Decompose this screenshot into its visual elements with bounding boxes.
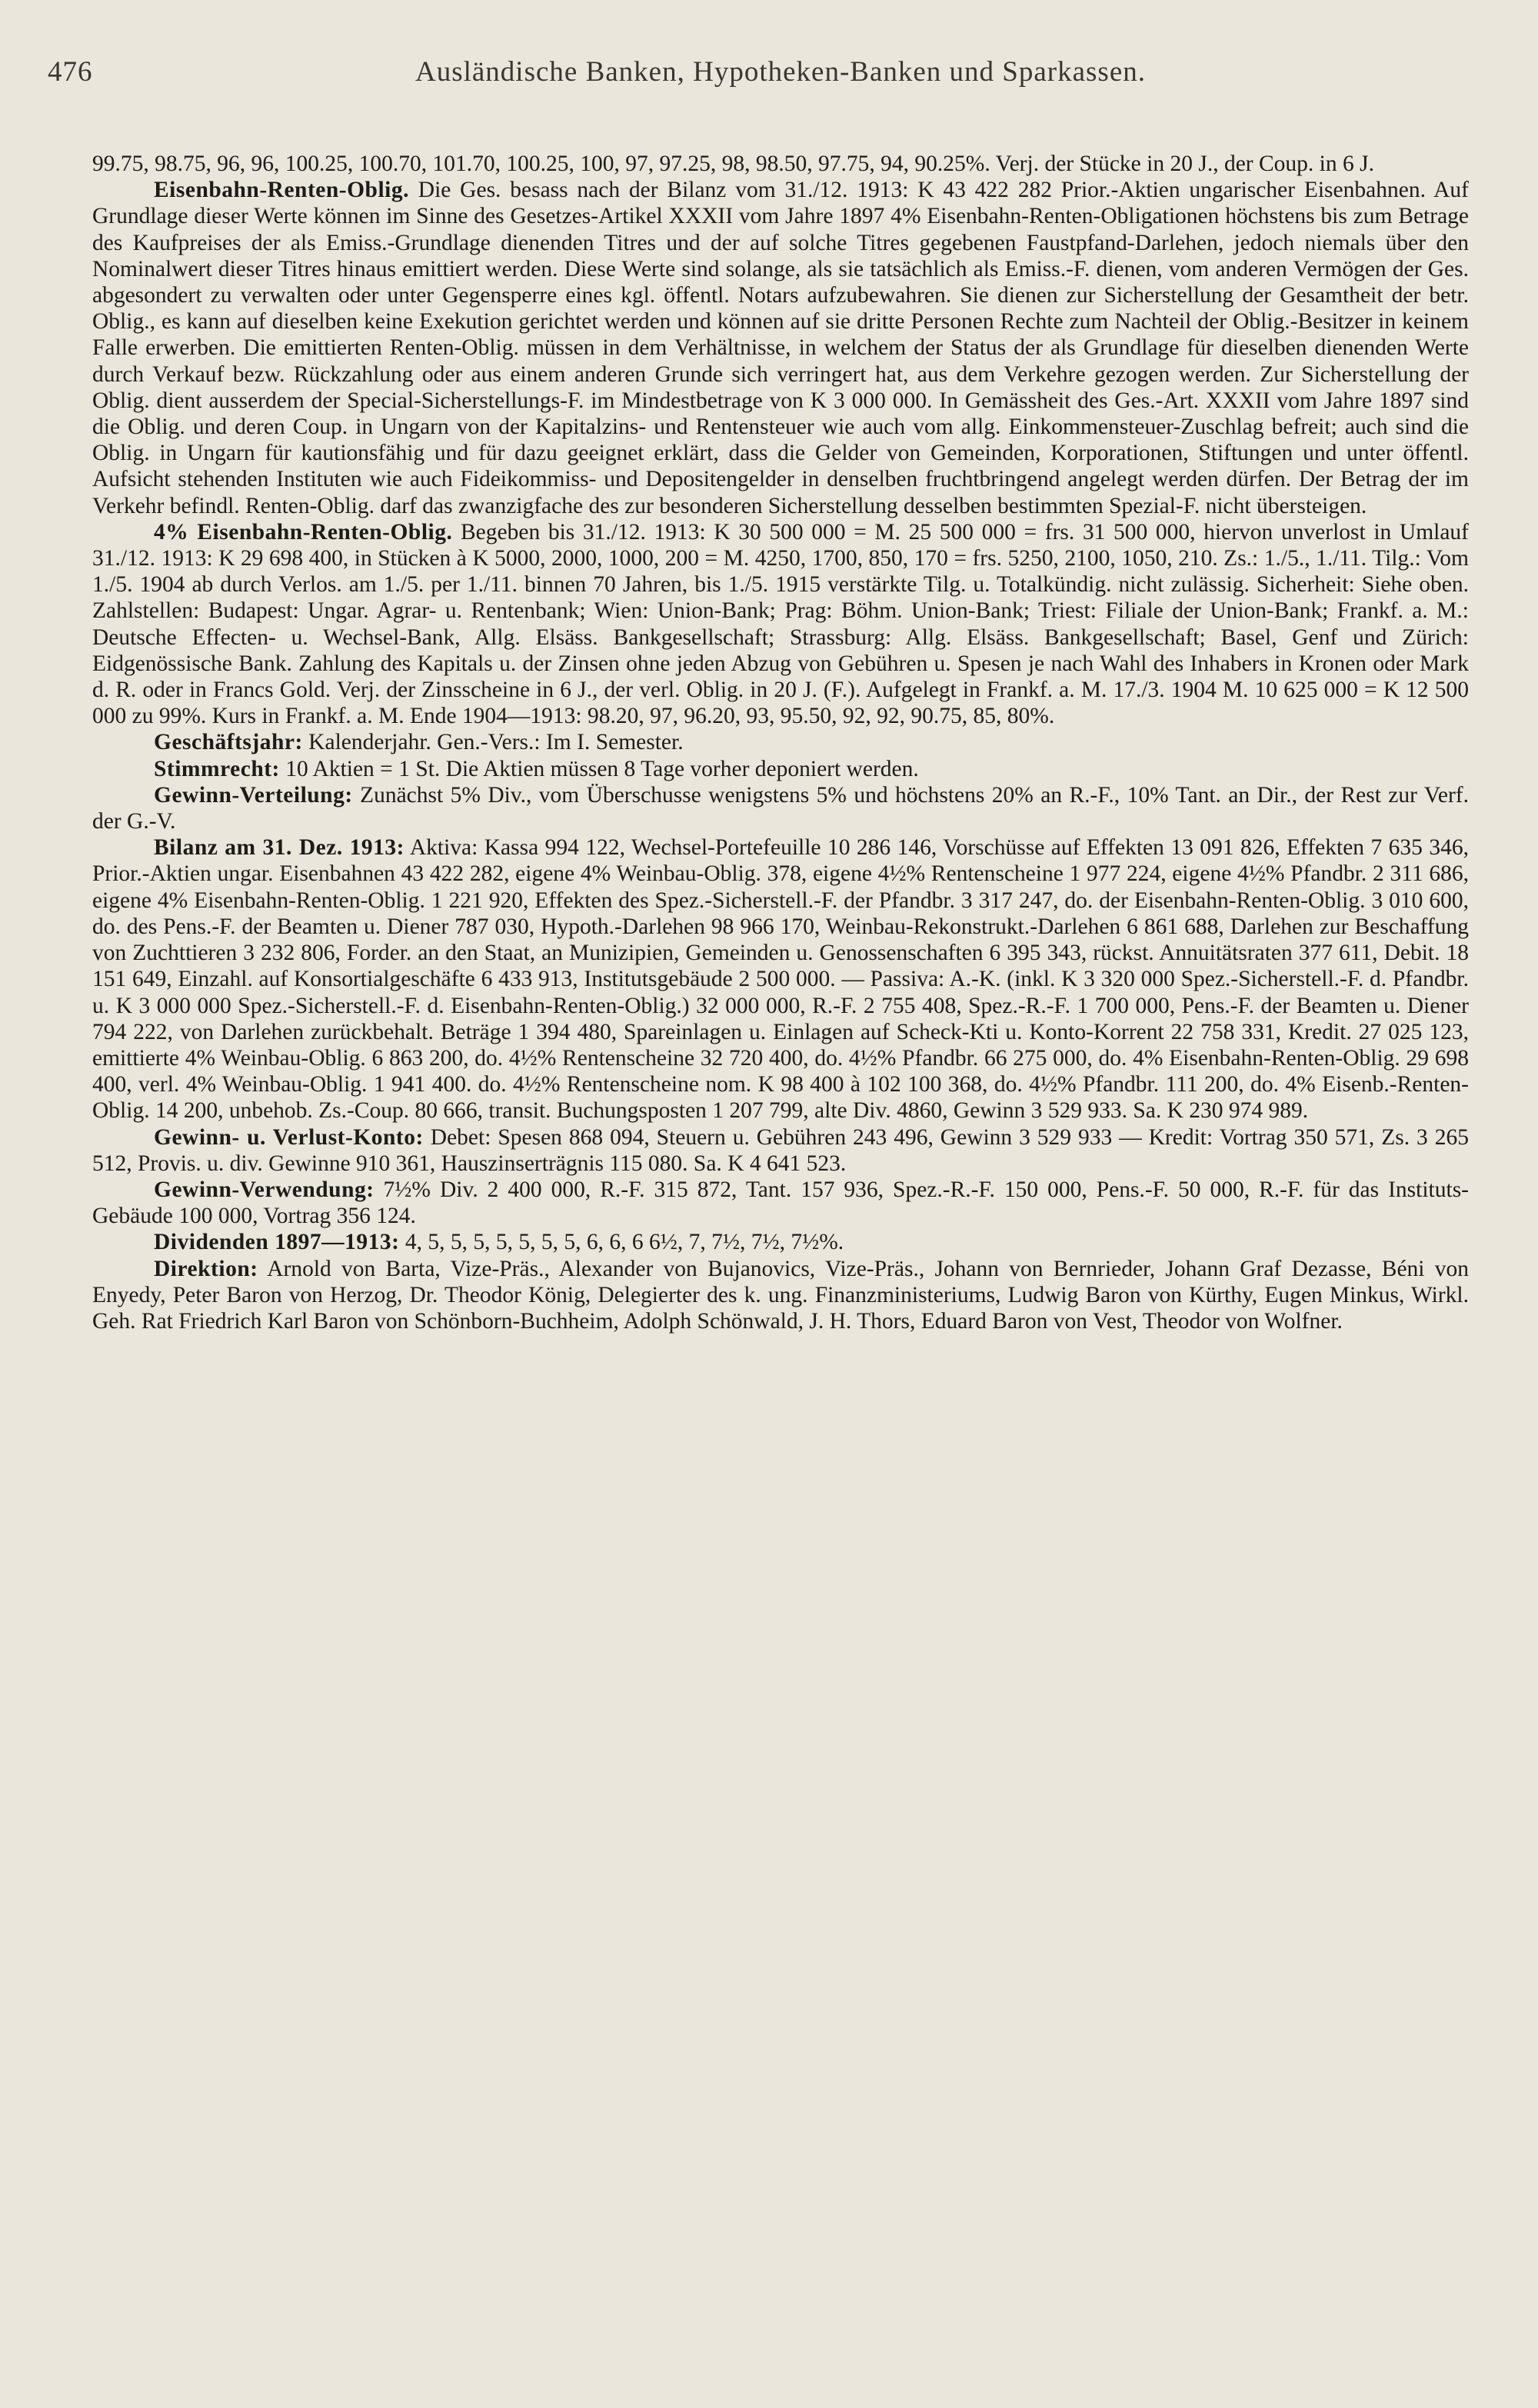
section-heading: Eisenbahn-Renten-Oblig. xyxy=(154,178,409,203)
section-heading: 4% Eisenbahn-Renten-Oblig. xyxy=(154,519,453,545)
paragraph-geschaeftsjahr xyxy=(92,729,1469,755)
paragraph-dividenden xyxy=(92,1229,1469,1255)
paragraph-gewinn-verwendung xyxy=(92,1177,1469,1229)
section-heading: Geschäftsjahr: xyxy=(154,730,303,755)
body-text xyxy=(92,151,1469,1334)
paragraph-text: 7½% Div. 2 400 000, R.-F. 315 872, Tant. 157 936, Spez.-R.-F. 150 000, Pens.-F. 50 000, R.-F. für das Instituts-Gebäude 100 000, Vortrag 356 124. xyxy=(92,1177,1469,1229)
section-heading: Gewinn- u. Verlust-Konto: xyxy=(154,1124,424,1150)
section-heading: Stimmrecht: xyxy=(154,756,280,781)
paragraph-stimmrecht xyxy=(92,756,1469,782)
section-heading: Gewinn-Verwendung: xyxy=(154,1177,375,1202)
section-heading: Direktion: xyxy=(154,1256,258,1281)
paragraph-text: Debet: Spesen 868 094, Steuern u. Gebühren 243 496, Gewinn 3 529 933 — Kredit: Vortrag 350 571, Zs. 3 265 512, Provis. u. div. Gewinne 910 361, Hauszinserträgnis 115 080. Sa. K 4 641 523. xyxy=(92,1124,1469,1176)
page-header xyxy=(48,55,1469,105)
paragraph-text: Begeben bis 31./12. 1913: K 30 500 000 = M. 25 500 000 = frs. 31 500 000, hiervon unverlost in Umlauf 31./12. 1913: K 29 698 400, in Stücken à K 5000, 2000, 1000, 200 = M. 4250, 1700, 850, 170 = frs. 5250, 2100, 1050, 210. Zs.: 1./5., 1./11. Tilg.: Vom 1./5. 1904 ab durch Verlos. am 1./5. per 1./11. binnen 70 Jahren, bis 1./5. 1915 verstärkte Tilg. u. Totalkündig. nicht zulässig. Sicherheit: Siehe oben. Zahlstellen: Budapest: Ungar. Agrar- u. Rentenbank; Wien: Union-Bank; Prag: Böhm. Union-Bank; Triest: Filiale der Union-Bank; Frankf. a. M.: Deutsche Effecten- u. Wechsel-Bank, Allg. Elsäss. Bankgesellschaft; Strassburg: Allg. Elsäss. Bankgesellschaft; Basel, Genf und Zürich: Eidgenössische Bank. Zahlung des Kapitals u. der Zinsen ohne jeden Abzug von Gebühren u. Spesen je nach Wahl des Inhabers in Kronen oder Mark d. R. oder in Francs Gold. Verj. der Zinsscheine in 6 J., der verl. Oblig. in 20 J. (F.). Aufgelegt in Frankf. a. M. 17./3. 1904 M. 10 625 000 = K 12 500 000 zu 99%. Kurs in Frankf. a. M. Ende 1904—1913: 98.20, 97, 96.20, 93, 95.50, 92, 92, 90.75, 85, 80%. xyxy=(92,519,1470,729)
paragraph-price-history xyxy=(92,151,1469,177)
paragraph-text: Die Ges. besass nach der Bilanz vom 31./12. 1913: K 43 422 282 Prior.-Aktien ungarischer Eisenbahnen. Auf Grundlage dieser Werte können im Sinne des Gesetzes-Artikel XXXII vom Jahre 1897 4% Eisenbahn-Renten-Obligationen höchstens bis zum Betrage des Kaufpreises der als Emiss.-Grundlage dienenden Titres und der auf solche Titres gegebenen Faustpfand-Darlehen, jedoch niemals über den Nominalwert dieser Titres hinaus emittiert werden. Diese Werte sind solange, als sie tatsächlich als Emiss.-F. dienen, vom anderen Vermögen der Ges. abgesondert zu verwalten oder unter Gegensperre eines kgl. öffentl. Notars aufzubewahren. Sie dienen zur Sicherstellung der Gesamtheit der betr. Oblig., es kann auf dieselben keine Exekution gerichtet werden und können auf sie dritte Personen Rechte zum Nachteil der Oblig.-Besitzer in keinem Falle erwerben. Die emittierten Renten-Oblig. müssen in dem Verhältnisse, in welchem der Status der als Grundlage für dieselben dienenden Werte durch Verkauf bezw. Rückzahlung oder aus einem anderen Grunde sich verringert hat, aus dem Verkehre gezogen werden. Zur Sicherstellung der Oblig. dient ausserdem der Special-Sicherstellungs-F. im Mindestbetrage von K 3 000 000. In Gemässheit des Ges.-Art. XXXII vom Jahre 1897 sind die Oblig. und deren Coup. in Ungarn von der Kapitalzins- und Rentensteuer wie auch vom allg. Einkommensteuer-Zuschlag befreit; auch sind die Oblig. in Ungarn für kautionsfähig und für dazu geeignet erklärt, dass die Gelder von Gemeinden, Korporationen, Stiftungen und unter öffentl. Aufsicht stehenden Instituten wie auch Fideikommiss- und Depositengelder in denselben fruchtbringend angelegt werden dürfen. Der Betrag der im Verkehr befindl. Renten-Oblig. darf das zwanzigfache des zur besonderen Sicherstellung desselben bestimmten Spezial-F. nicht übersteigen. xyxy=(92,178,1469,518)
running-title: Ausländische Banken, Hypotheken-Banken und Sparkassen. xyxy=(414,56,1147,88)
paragraph-gewinn-verlust-konto xyxy=(92,1124,1469,1177)
paragraph-text: 10 Aktien = 1 St. Die Aktien müssen 8 Tage vorher deponiert werden. xyxy=(285,756,919,781)
paragraph-4pct-eisenbahn-renten-oblig xyxy=(92,519,1469,730)
paragraph-text: 99.75, 98.75, 96, 96, 100.25, 100.70, 101.70, 100.25, 100, 97, 97.25, 98, 98.50, 97.75, 94, 90.25%. Verj. der Stücke in 20 J., der Coup. in 6 J. xyxy=(92,152,1374,176)
section-heading: Dividenden 1897—1913: xyxy=(154,1230,400,1255)
paragraph-text: Arnold von Barta, Vize-Präs., Alexander von Bujanovics, Vize-Präs., Johann von Bernrieder, Johann Graf Dezasse, Béni von Enyedy, Peter Baron von Herzog, Dr. Theodor König, Delegierter des k. ung. Finanzministeriums, Ludwig Baron von Kürthy, Eugen Minkus, Wirkl. Geh. Rat Friedrich Karl Baron von Schönborn-Buchheim, Adolph Schönwald, J. H. Thors, Eduard Baron von Vest, Theodor von Wolfner. xyxy=(92,1256,1469,1334)
paragraph-text: Kalenderjahr. Gen.-Vers.: Im I. Semester. xyxy=(308,730,684,755)
paragraph-text: Zunächst 5% Div., vom Überschusse wenigstens 5% und höchstens 20% an R.-F., 10% Tant. an Dir., der Rest zur Verf. der G.-V. xyxy=(92,782,1469,834)
section-heading: Gewinn-Verteilung: xyxy=(154,782,353,808)
paragraph-text: Aktiva: Kassa 994 122, Wechsel-Portefeuille 10 286 146, Vorschüsse auf Effekten 13 091 826, Effekten 7 635 346, Prior.-Aktien ungar. Eisenbahnen 43 422 282, eigene 4% Weinbau-Oblig. 378, eigene 4½% Rentenscheine 1 977 224, eigene 4½% Pfandbr. 2 311 686, eigene 4% Eisenbahn-Renten-Oblig. 1 221 920, Effekten des Spez.-Sicherstell.-F. der Pfandbr. 3 317 247, do. der Eisenbahn-Renten-Oblig. 3 010 600, do. des Pens.-F. der Beamten u. Diener 787 030, Hypoth.-Darlehen 98 966 170, Weinbau-Rekonstrukt.-Darlehen 6 861 688, Darlehen zur Beschaffung von Zuchttieren 3 232 806, Forder. an den Staat, an Munizipien, Gemeinden u. Genossenschaften 6 395 343, rückst. Annuitätsraten 377 611, Debit. 18 151 649, Einzahl. auf Konsortialgeschäfte 6 433 913, Institutsgebäude 2 500 000. — Passiva: A.-K. (inkl. K 3 320 000 Spez.-Sicherstell.-F. d. Pfandbr. u. K 3 000 000 Spez.-Sicherstell.-F. d. Eisenbahn-Renten-Oblig.) 32 000 000, R.-F. 2 755 408, Spez.-R.-F. 1 700 000, Pens.-F. der Beamten u. Diener 794 222, von Darlehen zurückbehalt. Beträge 1 394 480, Spareinlagen u. Einlagen auf Scheck-Kti u. Konto-Korrent 22 758 331, Kredit. 27 025 123, emittierte 4% Weinbau-Oblig. 6 863 200, do. 4½% Rentenscheine 32 720 400, do. 4½% Pfandbr. 66 275 000, do. 4% Eisenbahn-Renten-Oblig. 29 698 400, verl. 4% Weinbau-Oblig. 1 941 400. do. 4½% Rentenscheine nom. K 98 400 à 102 100 368, do. 4½% Pfandbr. 111 200, do. 4% Eisenb.-Renten-Oblig. 14 200, unbehob. Zs.-Coup. 80 666, transit. Buchungsposten 1 207 799, alte Div. 4860, Gewinn 3 529 933. Sa. K 230 974 989. xyxy=(92,835,1470,1124)
paragraph-direktion xyxy=(92,1256,1469,1335)
paragraph-gewinn-verteilung xyxy=(92,782,1469,834)
paragraph-bilanz xyxy=(92,834,1469,1124)
page-number: 476 xyxy=(48,56,93,88)
section-heading: Bilanz am 31. Dez. 1913: xyxy=(154,835,404,861)
paragraph-text: 4, 5, 5, 5, 5, 5, 5, 5, 6, 6, 6 6½, 7, 7½, 7½, 7½%. xyxy=(404,1230,844,1255)
paragraph-eisenbahn-renten-oblig xyxy=(92,177,1469,519)
